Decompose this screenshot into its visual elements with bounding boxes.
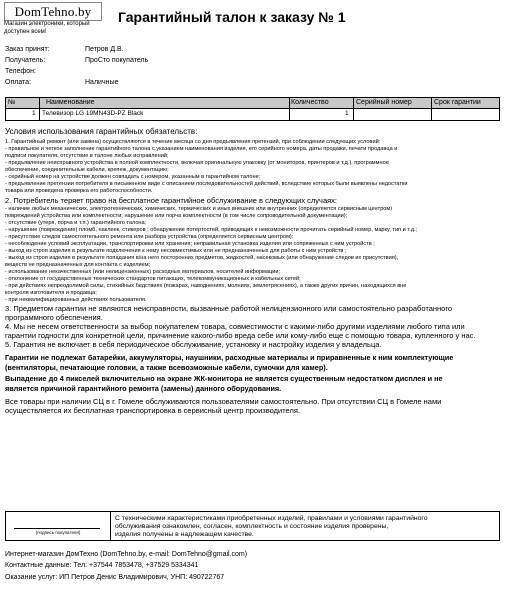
payment-label: Оплата:	[5, 79, 32, 86]
condition-line: - отсутствие (утеря, порча и т.п.) гарантийного талона;	[5, 220, 147, 226]
col-header-name: Наименование	[46, 99, 95, 106]
col-header-serial: Серийный номер	[356, 99, 412, 106]
signature-box	[5, 511, 111, 541]
table-header	[6, 98, 499, 109]
condition-line: - присутствие следов самостоятельного ремонта или разбора устройства (определяется сервисным центром);	[5, 234, 294, 240]
condition-line: - выход из строя изделия в результате подключения к нему несовместимых или не предназначенных для работы с ним устройств ;	[5, 248, 347, 254]
condition-line: осуществляется их бесплатная транспортировка в сервисный центр производителя.	[5, 406, 300, 415]
acknowledgement-line: С техническими характеристиками приобретенных изделий, правилами и условиями гарантийного	[115, 515, 428, 522]
condition-line: - серийный номер на устройстве должен совпадать с номером, указанным в гарантийном талоне;	[5, 174, 261, 180]
condition-line: - отклонение от государственных технических стандартов питающих, телекоммуникационных и кабельных сетей;	[5, 276, 301, 282]
conditions-title: Условия использования гарантийных обязательств:	[5, 127, 198, 136]
phone-row	[5, 67, 305, 76]
store-slogan: Магазин электроники, который доступен всем!	[4, 21, 90, 35]
order-accepted-row	[5, 45, 305, 54]
condition-line: 1. Гарантийный ремонт (или замена) осуществляются в течение месяца со дня предъявления претензий, при соблюдении следующих условий:	[5, 139, 381, 145]
condition-line: повреждений устройства или комплектности; нарушение или порча комплектности (в том числе сопроводительной документации);	[5, 213, 348, 219]
condition-line: Выпадение до 4 пикселей включительно на экране ЖК-монитора не является существенным недостатком дисплея и не	[5, 374, 443, 383]
footer-provider: Оказание услуг: ИП Петров Денис Владимирович, УНП: 490722767	[5, 574, 225, 581]
cell-name: Телевизор LG 19MN43D-PZ Black	[42, 110, 144, 117]
condition-line: веществ не предназначенных для контакта с изделием;	[5, 262, 151, 268]
condition-line: программного обеспечения.	[5, 313, 103, 322]
condition-line: - наличие любых механических, электротехнических, химических, термических и иных внешних или внутренних (определяется сервисным центром)	[5, 206, 393, 212]
condition-line: контроля изготовителя и продавца;	[5, 290, 97, 296]
condition-line: 3. Предметом гарантии не являются неисправности, вызванные работой нелицензионного или самостоятельно разработанного	[5, 304, 453, 313]
signature-caption: (подпись покупателя)	[35, 530, 81, 535]
condition-line: Гарантии не подлежат батарейки, аккумуляторы, наушники, расходные материалы и приравненные к ним комплектующие	[5, 353, 454, 362]
condition-line: - несоблюдение условий эксплуатации, транспортировки или хранения; неправильная установка изделия или сопряженных с ним устройств ;	[5, 241, 375, 247]
recipient-value: ПроСто покупатель	[85, 57, 149, 64]
condition-line: - выход из строя изделия в результате попадания в/на него посторонних предметов, жидкостей, насекомых (или обнаружение следов их присутствия),	[5, 255, 399, 261]
order-accepted-value: Петров Д.В.	[85, 46, 124, 53]
page-title: Гарантийный талон к заказу № 1	[118, 9, 346, 25]
recipient-row	[5, 56, 305, 65]
cell-number: 1	[32, 110, 36, 117]
condition-line: является причиной гарантийного ремонта (замены) данного оборудования.	[5, 384, 282, 393]
order-accepted-label: Заказ принят:	[5, 46, 50, 53]
footer-contacts: Контактные данные: Тел: +37544 7853478, +37529 5334341	[5, 562, 199, 569]
items-table	[5, 97, 500, 121]
payment-value: Наличные	[85, 79, 119, 86]
condition-line: Все товары при наличии СЦ в г. Гомеле обслуживаются пользователями самостоятельно. При отсутствии СЦ в Гомеле нами	[5, 397, 442, 406]
condition-line: - предъявление претензии потребителя в письменном виде с описанием последовательностей действий, вследствие которых были выявлены недостатки	[5, 181, 408, 187]
condition-line: подписи покупателя, отсутствие в талоне любых исправлений;	[5, 153, 169, 159]
condition-line: гарантии годности для конкретной цели, причинение какого-либо вреда себе или кому-либо еще с помощью товара, купленного у нас.	[5, 331, 476, 340]
table-row	[6, 109, 499, 119]
condition-line: 5. Гарантия не включает в себя периодическое обслуживание, установку и настройку изделия у владельца.	[5, 340, 382, 349]
recipient-label: Получатель:	[5, 57, 46, 64]
payment-row	[5, 78, 305, 87]
condition-line: - использование некачественных (или нелицензионных) расходных материалов, носителей информации;	[5, 269, 281, 275]
condition-line: - нарушение (повреждение) пломб, наклеек, стикеров ; обнаружение потертостей, приводящих к невозможности прочитать серийный номер, марку, тип и т.д.;	[5, 227, 418, 233]
condition-line: 2. Потребитель теряет право на бесплатное гарантийное обслуживание в следующих случаях:	[5, 196, 338, 205]
acknowledgement-line: обслуживания ознакомлен, согласен, комплектность и состояние изделия проверены,	[115, 523, 389, 530]
condition-line: товара или проведена проверка его работоспособности.	[5, 188, 153, 194]
condition-line: - при неквалифицированных действиях пользователя.	[5, 297, 147, 303]
condition-line: - при действиях непреодолимой силы, стихийных бедствиях (пожарах, наводнениях, молниях, землетрясениях), а также других причин, находящихся вне	[5, 283, 407, 289]
footer-store: Интернет-магазин ДомТехно (DomTehno.by, e-mail: DomTehno@gmail.com)	[5, 551, 248, 558]
condition-line: - предъявление неисправного устройства в полной комплектности, включая оригинальную упаковку (от мониторов, принтеров и т.д.), программное	[5, 160, 389, 166]
store-logo: DomTehno.by	[4, 2, 102, 21]
acknowledgement-line: изделия получены в надлежащем качестве.	[115, 531, 254, 538]
condition-line: 4. Мы не несем ответственности за выбор покупателем товара, совместимости с какими-либо другими изделиями любого типа или	[5, 322, 465, 331]
condition-line: обеспечение, соединительные кабели, крепеж, документацию;	[5, 167, 169, 173]
col-header-quantity: Количество	[291, 99, 329, 106]
col-header-warranty: Срок гарантии	[434, 99, 481, 106]
col-header-number: №	[8, 99, 16, 106]
condition-line: (вентиляторы, печатающие головки, а также всевозможные кабели, сумочки для камер).	[5, 363, 328, 372]
cell-quantity: 1	[345, 110, 349, 117]
condition-line: - правильное и четкое заполнение гарантийного талона с указанием наименования изделия, его серийного номера, даты продажи, печати продавца и	[5, 146, 398, 152]
acknowledgement-box	[110, 511, 500, 541]
phone-label: Телефон:	[5, 68, 36, 75]
